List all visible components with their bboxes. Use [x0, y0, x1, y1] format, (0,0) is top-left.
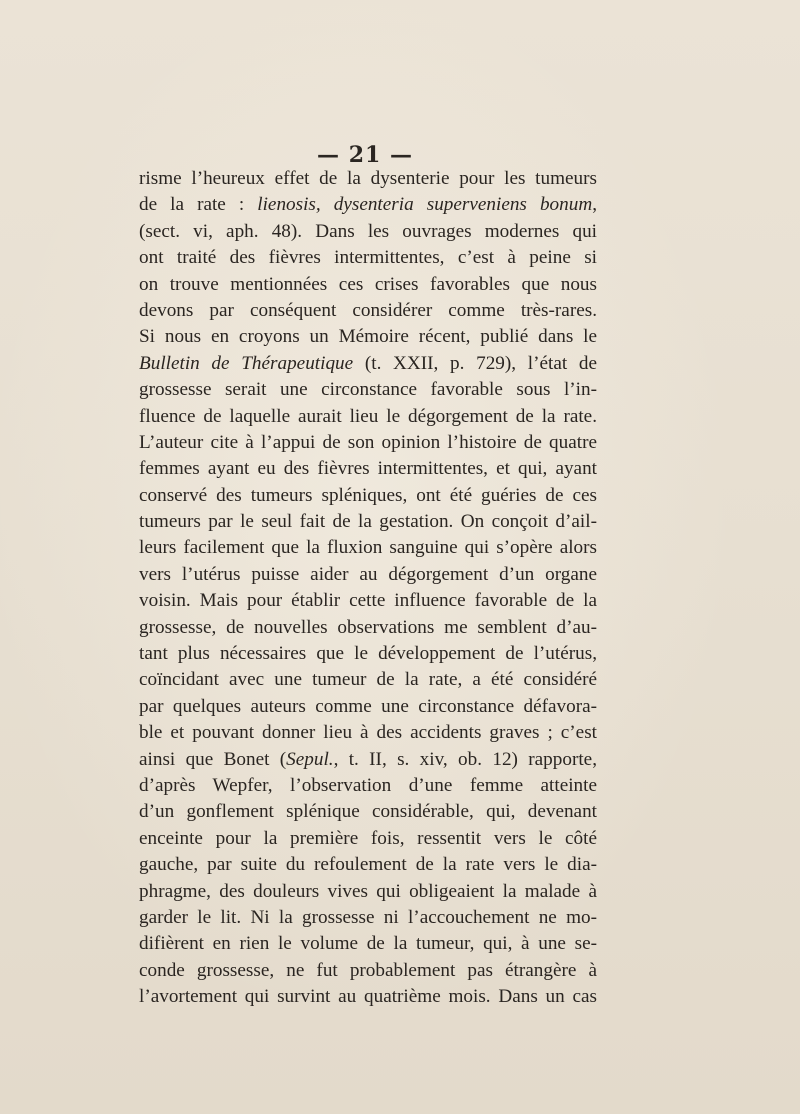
text-line	[139, 694, 597, 720]
text-span: femmes ayant eu des fièvres intermittentes, et qui, ayant	[139, 458, 597, 480]
text-span: d’un gonflement splénique considérable, qui, devenant	[139, 801, 597, 823]
text-span: coïncidant avec une tumeur de la rate, a été considéré	[139, 669, 597, 691]
text-span: ,	[592, 194, 597, 216]
text-span: Si nous en croyons un Mémoire récent, publié dans le	[139, 326, 597, 348]
text-line	[139, 958, 597, 984]
italic-text: Sepul.	[286, 748, 334, 770]
text-line	[139, 351, 597, 377]
text-span: devons par conséquent considérer comme très-rares.	[139, 299, 597, 321]
text-line	[139, 377, 597, 403]
text-span: risme l’heureux effet de la dysenterie pour les tumeurs	[139, 168, 597, 189]
text-line	[139, 879, 597, 905]
text-span: par quelques auteurs comme une circonstance défavora-	[139, 695, 597, 717]
text-span: leurs facilement que la fluxion sanguine qui s’opère alors	[139, 537, 597, 559]
text-span: phragme, des douleurs vives qui obligeaient la malade à	[139, 880, 597, 902]
text-line	[139, 535, 597, 561]
text-span: vers l’utérus puisse aider au dégorgement d’un organe	[139, 563, 597, 585]
text-line	[139, 588, 597, 614]
text-line	[139, 931, 597, 957]
text-line	[139, 667, 597, 693]
text-span: tumeurs par le seul fait de la gestation. On conçoit d’ail-	[139, 511, 597, 533]
text-line	[139, 773, 597, 799]
text-span: fluence de laquelle aurait lieu le dégorgement de la rate.	[139, 405, 597, 427]
italic-text: lienosis, dysenteria superveniens bonum	[257, 194, 593, 216]
text-line	[139, 166, 597, 192]
text-span: gauche, par suite du refoulement de la rate vers le dia-	[139, 854, 597, 876]
text-line	[139, 747, 597, 773]
text-span: on trouve mentionnées ces crises favorables que nous	[139, 273, 597, 295]
text-line	[139, 905, 597, 931]
text-line	[139, 720, 597, 746]
text-span: conde grossesse, ne fut probablement pas étrangère à	[139, 959, 597, 981]
text-line	[139, 219, 597, 245]
text-line	[139, 826, 597, 852]
text-line	[139, 456, 597, 482]
text-line	[139, 192, 597, 218]
text-line	[139, 509, 597, 535]
text-line	[139, 852, 597, 878]
italic-text: Bulletin de Thérapeutique	[139, 352, 354, 374]
page-number: — 21 —	[317, 142, 413, 168]
text-span: l’avortement qui survint au quatrième mois. Dans un cas	[139, 986, 597, 1008]
text-line	[139, 984, 597, 1010]
text-line	[139, 430, 597, 456]
body-text	[139, 166, 597, 1011]
text-line	[139, 404, 597, 430]
text-span: (t. XXII, p. 729), l’état de	[353, 352, 597, 374]
text-span: grossesse, de nouvelles observations me semblent d’au-	[139, 616, 597, 638]
text-span: d’après Wepfer, l’observation d’une femme atteinte	[139, 774, 597, 796]
text-span: ont traité des fièvres intermittentes, c’est à peine si	[139, 247, 597, 269]
text-span: grossesse serait une circonstance favorable sous l’in-	[139, 379, 597, 401]
text-span: (sect. vi, aph. 48). Dans les ouvrages modernes qui	[139, 220, 597, 242]
text-line	[139, 615, 597, 641]
text-span: L’auteur cite à l’appui de son opinion l’histoire de quatre	[139, 431, 597, 453]
text-line	[139, 272, 597, 298]
text-span: tant plus nécessaires que le développement de l’utérus,	[139, 643, 597, 665]
text-line	[139, 799, 597, 825]
text-span: de la rate :	[139, 194, 258, 216]
text-span: ainsi que Bonet (	[139, 748, 287, 770]
text-span: difièrent en rien le volume de la tumeur, qui, à une se-	[139, 933, 597, 955]
text-line	[139, 641, 597, 667]
text-line	[139, 483, 597, 509]
text-span: voisin. Mais pour établir cette influence favorable de la	[139, 590, 597, 612]
text-line	[139, 245, 597, 271]
text-line	[139, 562, 597, 588]
text-span: conservé des tumeurs spléniques, ont été guéries de ces	[139, 484, 597, 506]
text-span: garder le lit. Ni la grossesse ni l’accouchement ne mo-	[139, 906, 597, 928]
text-line	[139, 298, 597, 324]
text-line	[139, 324, 597, 350]
text-span: , t. II, s. xiv, ob. 12) rapporte,	[333, 748, 597, 770]
text-span: enceinte pour la première fois, ressentit vers le côté	[139, 827, 597, 849]
text-span: ble et pouvant donner lieu à des accidents graves ; c’est	[139, 722, 597, 744]
